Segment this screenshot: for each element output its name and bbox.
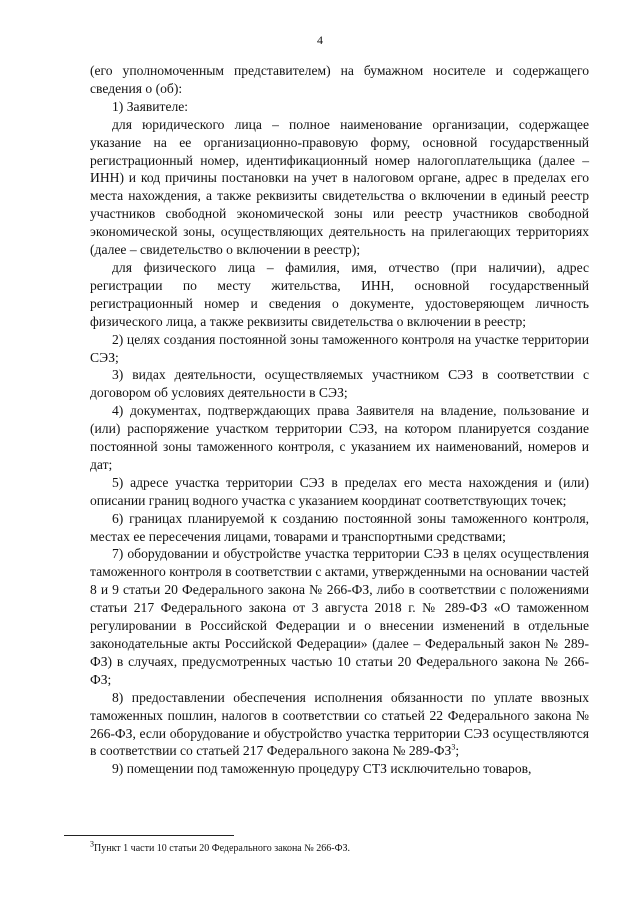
paragraph-item-2: 2) целях создания постоянной зоны таможенного контроля на участке территории СЭЗ;: [90, 331, 589, 365]
paragraph-legal-entity: для юридического лица – полное наименование организации, содержащее указание на ее организационно-правовую форму, основной государственный регистрационный номер, идентификационный номер налогоплательщика (далее – ИНН) и код причины постановки на учет в налоговом органе, адрес в пределах его места нахождения, а также реквизиты свидетельства о включении в единый реестр участников свободной экономической зоны или реестр участников свободной экономической зоны, осуществляющих деятельность на прилегающих территориях (далее – свидетельство о включении в реестр);: [90, 116, 589, 258]
paragraph-item-1-heading: 1) Заявителе:: [112, 98, 189, 114]
paragraph-item-8: [90, 689, 589, 761]
paragraph-continuation: (его уполномоченным представителем) на бумажном носителе и содержащего сведения о (об):: [90, 63, 589, 96]
document-body: [90, 62, 589, 778]
paragraph-item-8-end: ;: [455, 743, 460, 759]
footnote-text: Пункт 1 части 10 статьи 20 Федерального закона № 266-ФЗ.: [94, 843, 351, 854]
footnote-marker: 3: [90, 839, 94, 849]
paragraph-item-8-text: 8) предоставлении обеспечения исполнения обязанности по уплате ввозных таможенных пошлин, налогов в соответствии со статьей 22 Федерального закона № 266-ФЗ, если оборудование и обустройство участка территории СЭЗ осуществляются в соответствии со статьей 217 Федерального закона № 289-ФЗ: [90, 689, 589, 759]
paragraph-item-9: 9) помещении под таможенную процедуру СТЗ исключительно товаров,: [112, 761, 532, 777]
page-number: 4: [317, 33, 323, 47]
paragraph-individual: для физического лица – фамилия, имя, отчество (при наличии), адрес регистрации по месту жительства, ИНН, основной государственный регистрационный номер и сведения о документе, удостоверяющем личность физического лица, а также реквизиты свидетельства о включении в реестр;: [90, 259, 589, 329]
paragraph-item-6: 6) границах планируемой к созданию постоянной зоны таможенного контроля, местах ее пересечения лицами, товарами и транспортными средствами;: [90, 510, 589, 544]
paragraph-item-5: 5) адресе участка территории СЭЗ в пределах его места нахождения и (или) описании границ водного участка с указанием координат соответствующих точек;: [90, 474, 589, 508]
paragraph-item-4: 4) документах, подтверждающих права Заявителя на владение, пользование и (или) распоряжение участком территории СЭЗ, на котором планируется создание постоянной зоны таможенного контроля, с указанием их наименований, номеров и дат;: [90, 403, 589, 472]
footnote-divider: [64, 835, 234, 836]
footnote-reference: 3: [451, 742, 456, 752]
footnote: [90, 839, 589, 855]
paragraph-item-7: 7) оборудовании и обустройстве участка территории СЭЗ в целях осуществления таможенного контроля в соответствии с актами, утвержденными на основании частей 8 и 9 статьи 20 Федерального закона № 266-ФЗ, либо в соответствии с положениями статьи 217 Федерального закона от 3 августа 2018 г. № 289-ФЗ «О таможенном регулировании в Российской Федерации и о внесении изменений в отдельные законодательные акты Российской Федерации» (далее – Федеральный закон № 289-ФЗ) в случаях, предусмотренных частью 10 статьи 20 Федерального закона № 266-ФЗ;: [90, 546, 589, 687]
paragraph-item-3: 3) видах деятельности, осуществляемых участником СЭЗ в соответствии с договором об условиях деятельности в СЭЗ;: [90, 367, 589, 401]
